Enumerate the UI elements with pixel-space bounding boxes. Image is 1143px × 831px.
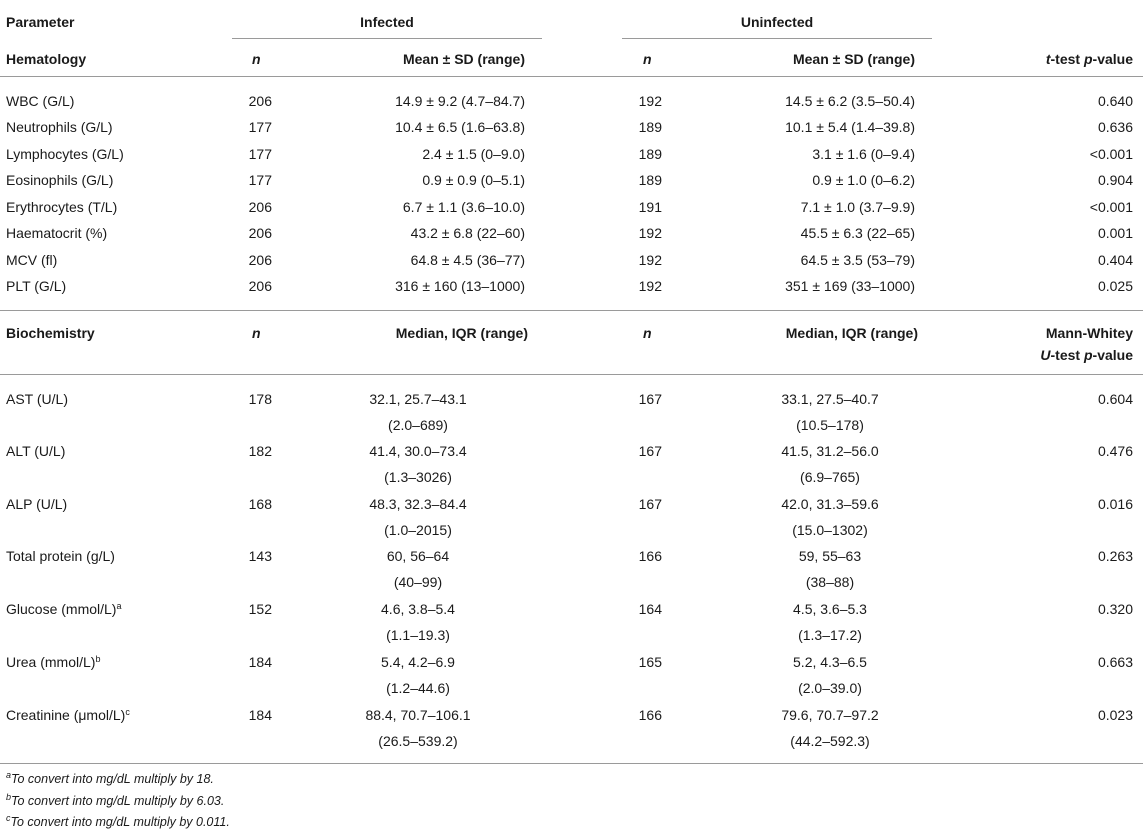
hema-uninfected-value-cell: 7.1 ± 1.0 (3.7–9.9) — [800, 199, 915, 215]
hema-bottom-rule — [0, 310, 1143, 311]
bio-uninfected-median-cell: 79.6, 70.7–97.2 — [781, 707, 879, 723]
bio-uninfected-range-cell: (44.2–592.3) — [790, 733, 870, 749]
parameter-header: Parameter — [6, 14, 75, 30]
bio-infected-median-cell: 48.3, 32.3–84.4 — [369, 496, 467, 512]
hema-n-uninfected-cell: 192 — [638, 252, 662, 268]
footnote-marker: a — [116, 601, 122, 611]
hema-param-cell: PLT (G/L) — [6, 278, 67, 294]
uninfected-rule — [622, 38, 932, 39]
hema-stat-uninfected-header: Mean ± SD (range) — [792, 51, 915, 67]
bio-n-infected-cell: 178 — [248, 391, 272, 407]
bio-infected-median-cell: 4.6, 3.8–5.4 — [381, 601, 455, 617]
bio-infected-range-cell: (40–99) — [393, 574, 443, 590]
bio-n-infected-cell: 152 — [248, 601, 272, 617]
bio-uninfected-range-cell: (6.9–765) — [800, 469, 860, 485]
hema-param-cell: Erythrocytes (T/L) — [6, 199, 118, 215]
footnote-marker: c — [125, 707, 130, 717]
hema-uninfected-value-cell: 0.9 ± 1.0 (0–6.2) — [812, 172, 915, 188]
bio-uninfected-median-cell: 41.5, 31.2–56.0 — [781, 443, 879, 459]
footnote-text: To convert into mg/dL multiply by 0.011. — [10, 815, 230, 829]
bio-n-uninfected-header: n — [643, 325, 652, 341]
footnote-text: To convert into mg/dL multiply by 6.03. — [11, 794, 225, 808]
hema-n-infected-cell: 206 — [248, 93, 272, 109]
hema-param-cell: Haematocrit (%) — [6, 225, 108, 241]
bio-param-label: Urea (mmol/L) — [6, 654, 96, 670]
hema-uninfected-value-cell: 64.5 ± 3.5 (53–79) — [800, 252, 915, 268]
bio-n-uninfected-cell: 165 — [638, 654, 662, 670]
hema-infected-value-cell: 0.9 ± 0.9 (0–5.1) — [422, 172, 525, 188]
bio-infected-median-cell: 32.1, 25.7–43.1 — [369, 391, 467, 407]
bio-n-uninfected-cell: 166 — [638, 707, 662, 723]
hema-infected-value-cell: 43.2 ± 6.8 (22–60) — [410, 225, 525, 241]
bio-p-value-cell: 0.604 — [1097, 391, 1133, 407]
hema-n-infected-cell: 206 — [248, 278, 272, 294]
biochemistry-section-title: Biochemistry — [6, 325, 95, 341]
hema-n-infected-cell: 177 — [248, 146, 272, 162]
footnote-mark: a — [6, 770, 12, 780]
bio-param-cell — [6, 496, 67, 512]
hema-n-uninfected-cell: 192 — [638, 225, 662, 241]
bio-param-label: Total protein (g/L) — [6, 548, 115, 564]
bio-n-uninfected-cell: 167 — [638, 496, 662, 512]
bio-param-cell — [6, 707, 130, 723]
bio-param-label: ALP (U/L) — [6, 496, 68, 512]
footnote-mark: b — [6, 792, 12, 802]
bio-param-label: Glucose (mmol/L) — [6, 601, 117, 617]
hema-p-value-cell: 0.001 — [1097, 225, 1133, 241]
hema-n-infected-header: n — [252, 51, 261, 67]
hema-n-uninfected-cell: 191 — [638, 199, 662, 215]
bio-infected-range-cell: (26.5–539.2) — [378, 733, 458, 749]
bio-p-value-cell: 0.016 — [1097, 496, 1133, 512]
bio-uninfected-median-cell: 33.1, 27.5–40.7 — [781, 391, 879, 407]
infected-header: Infected — [360, 14, 414, 30]
bio-param-label: AST (U/L) — [6, 391, 68, 407]
hema-uninfected-value-cell: 351 ± 169 (33–1000) — [785, 278, 915, 294]
hema-p-value-cell: <0.001 — [1089, 199, 1133, 215]
hema-n-uninfected-cell: 189 — [638, 119, 662, 135]
hema-p-value-cell: <0.001 — [1089, 146, 1133, 162]
hema-infected-value-cell: 316 ± 160 (13–1000) — [395, 278, 525, 294]
hema-test-header: t-test p-value — [1045, 51, 1133, 67]
bio-n-uninfected-cell: 167 — [638, 443, 662, 459]
hema-p-value-cell: 0.025 — [1097, 278, 1133, 294]
hema-p-value-cell: 0.904 — [1097, 172, 1133, 188]
footnote-marker: b — [95, 654, 101, 664]
bio-uninfected-median-cell: 42.0, 31.3–59.6 — [781, 496, 879, 512]
hematology-section-title: Hematology — [6, 51, 87, 67]
bio-param-cell — [6, 548, 115, 564]
bio-uninfected-range-cell: (15.0–1302) — [792, 522, 868, 538]
bio-n-infected-cell: 184 — [248, 707, 272, 723]
hema-n-uninfected-header: n — [643, 51, 652, 67]
bio-p-value-cell: 0.263 — [1097, 548, 1133, 564]
hema-n-infected-cell: 206 — [248, 252, 272, 268]
infected-rule — [232, 38, 542, 39]
bio-test-header-line1: Mann-Whitey — [1045, 325, 1133, 341]
bio-infected-median-cell: 60, 56–64 — [386, 548, 450, 564]
bio-n-infected-header: n — [252, 325, 261, 341]
hema-infected-value-cell: 64.8 ± 4.5 (36–77) — [410, 252, 525, 268]
hema-infected-value-cell: 2.4 ± 1.5 (0–9.0) — [422, 146, 525, 162]
bio-uninfected-median-cell: 4.5, 3.6–5.3 — [793, 601, 867, 617]
hema-n-infected-cell: 206 — [248, 199, 272, 215]
bio-infected-range-cell: (1.3–3026) — [384, 469, 452, 485]
hema-n-infected-cell: 206 — [248, 225, 272, 241]
bio-infected-range-cell: (2.0–689) — [388, 417, 448, 433]
bio-stat-infected-header: Median, IQR (range) — [395, 325, 528, 341]
hema-param-cell: Neutrophils (G/L) — [6, 119, 113, 135]
bio-uninfected-median-cell: 59, 55–63 — [798, 548, 862, 564]
bio-uninfected-median-cell: 5.2, 4.3–6.5 — [793, 654, 867, 670]
bio-uninfected-range-cell: (2.0–39.0) — [798, 680, 862, 696]
bio-uninfected-range-cell: (10.5–178) — [796, 417, 864, 433]
bio-p-value-cell: 0.023 — [1097, 707, 1133, 723]
hema-infected-value-cell: 14.9 ± 9.2 (4.7–84.7) — [395, 93, 525, 109]
bio-param-cell — [6, 443, 65, 459]
hema-n-uninfected-cell: 189 — [638, 146, 662, 162]
bio-test-header-line2: U-test p-value — [1040, 347, 1133, 363]
footnote-mark: c — [6, 813, 11, 823]
hema-n-uninfected-cell: 189 — [638, 172, 662, 188]
bio-p-value-cell: 0.476 — [1097, 443, 1133, 459]
bio-infected-range-cell: (1.2–44.6) — [386, 680, 450, 696]
bio-infected-median-cell: 5.4, 4.2–6.9 — [381, 654, 455, 670]
bio-stat-uninfected-header: Median, IQR (range) — [785, 325, 918, 341]
hema-param-cell: Eosinophils (G/L) — [6, 172, 114, 188]
bio-p-value-cell: 0.320 — [1097, 601, 1133, 617]
uninfected-header: Uninfected — [740, 14, 814, 30]
bio-param-cell — [6, 391, 68, 407]
bio-param-cell — [6, 601, 121, 617]
footnote-c — [6, 815, 230, 829]
bio-n-infected-cell: 182 — [248, 443, 272, 459]
table-bottom-rule — [0, 763, 1143, 764]
bio-infected-median-cell: 41.4, 30.0–73.4 — [369, 443, 467, 459]
bio-infected-median-cell: 88.4, 70.7–106.1 — [365, 707, 471, 723]
hema-infected-value-cell: 6.7 ± 1.1 (3.6–10.0) — [402, 199, 525, 215]
bio-param-label: Creatinine (μmol/L) — [6, 707, 126, 723]
hema-uninfected-value-cell: 3.1 ± 1.6 (0–9.4) — [812, 146, 915, 162]
hema-param-cell: Lymphocytes (G/L) — [6, 146, 124, 162]
hema-n-infected-cell: 177 — [248, 172, 272, 188]
bio-n-uninfected-cell: 167 — [638, 391, 662, 407]
bio-infected-range-cell: (1.0–2015) — [384, 522, 452, 538]
hema-header-rule — [0, 76, 1143, 77]
hema-stat-infected-header: Mean ± SD (range) — [402, 51, 525, 67]
footnote-b — [6, 794, 224, 808]
hema-uninfected-value-cell: 45.5 ± 6.3 (22–65) — [800, 225, 915, 241]
bio-header-rule — [0, 374, 1143, 375]
bio-uninfected-range-cell: (38–88) — [805, 574, 855, 590]
hema-param-cell: MCV (fl) — [6, 252, 58, 268]
hema-uninfected-value-cell: 10.1 ± 5.4 (1.4–39.8) — [785, 119, 915, 135]
bio-param-cell — [6, 654, 100, 670]
hema-p-value-cell: 0.640 — [1097, 93, 1133, 109]
bio-n-infected-cell: 143 — [248, 548, 272, 564]
bio-param-label: ALT (U/L) — [6, 443, 66, 459]
bio-infected-range-cell: (1.1–19.3) — [386, 627, 450, 643]
bio-n-uninfected-cell: 164 — [638, 601, 662, 617]
hema-p-value-cell: 0.404 — [1097, 252, 1133, 268]
footnote-text: To convert into mg/dL multiply by 18. — [11, 772, 214, 786]
hema-uninfected-value-cell: 14.5 ± 6.2 (3.5–50.4) — [785, 93, 915, 109]
hema-n-uninfected-cell: 192 — [638, 278, 662, 294]
footnote-a — [6, 772, 214, 786]
bio-n-infected-cell: 168 — [248, 496, 272, 512]
hema-infected-value-cell: 10.4 ± 6.5 (1.6–63.8) — [395, 119, 525, 135]
bio-n-uninfected-cell: 166 — [638, 548, 662, 564]
hema-n-infected-cell: 177 — [248, 119, 272, 135]
hema-param-cell: WBC (G/L) — [6, 93, 75, 109]
hema-n-uninfected-cell: 192 — [638, 93, 662, 109]
bio-uninfected-range-cell: (1.3–17.2) — [798, 627, 862, 643]
bio-n-infected-cell: 184 — [248, 654, 272, 670]
hema-p-value-cell: 0.636 — [1097, 119, 1133, 135]
bio-p-value-cell: 0.663 — [1097, 654, 1133, 670]
